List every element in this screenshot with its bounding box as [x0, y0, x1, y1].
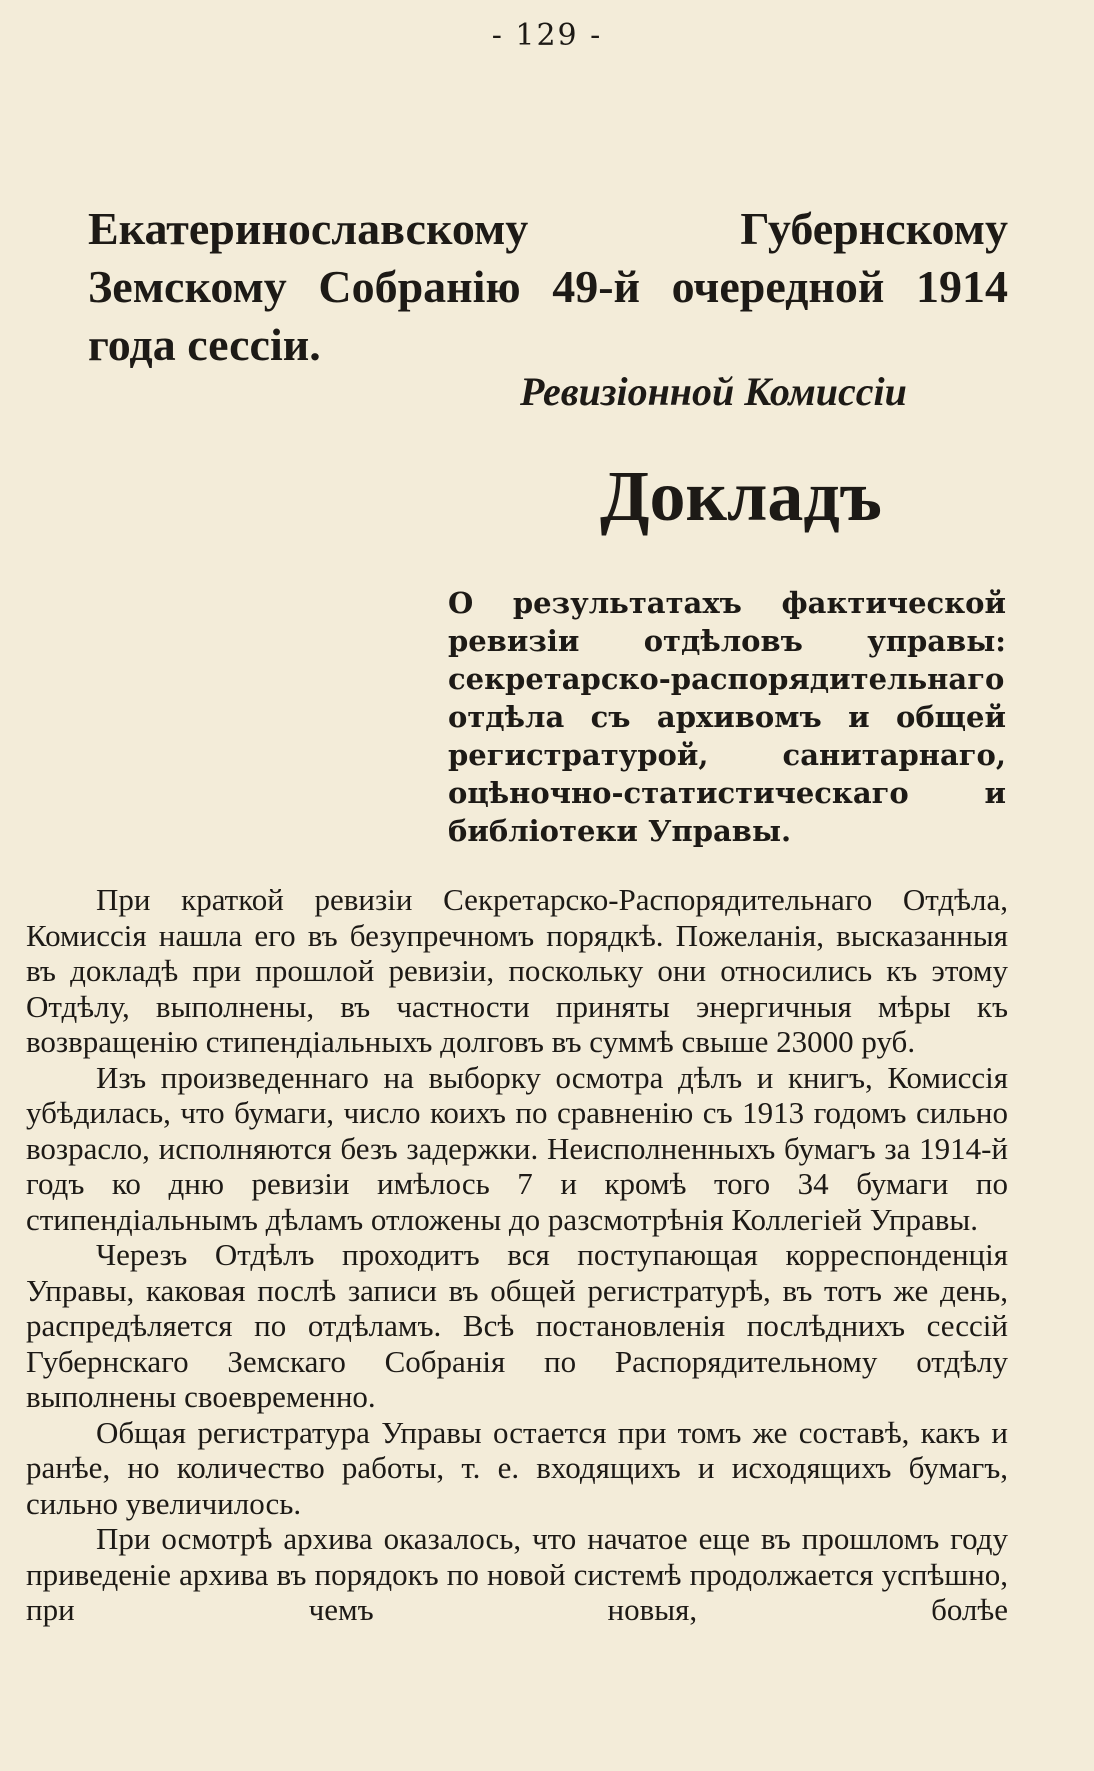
- paragraph: При краткой ревизіи Секретарско-Распорядительнаго Отдѣла, Комиссія нашла его въ безупречномъ порядкѣ. Пожеланія, высказанныя въ докладѣ при прошлой ревизіи, поскольку они относились къ этому Отдѣлу, выполнены, въ частности приняты энергичныя мѣры къ возвращенію стипендіальныхъ долговъ въ суммѣ свыше 23000 руб.: [26, 882, 1008, 1059]
- paragraph: При осмотрѣ архива оказалось, что начатое еще въ прошломъ году приведеніе архива въ порядокъ по новой системѣ продолжается успѣшно, при чемъ новыя, болѣе: [26, 1521, 1008, 1627]
- report-body: [26, 882, 1008, 1628]
- paragraph: Изъ произведеннаго на выборку осмотра дѣлъ и книгъ, Комиссія убѣдилась, что бумаги, число коихъ по сравненію съ 1913 годомъ сильно возрасло, исполняются безъ задержки. Неисполненныхъ бумагъ за 1914-й годъ ко дню ревизіи имѣлось 7 и кромѣ того 34 бумаги по стипендіальнымъ дѣламъ отложены до разсмотрѣнія Коллегіей Управы.: [26, 1059, 1008, 1237]
- commission-line: Ревизіонной Комиссіи: [520, 369, 907, 414]
- document-title: Докладъ: [600, 456, 882, 536]
- page-number: - 129 -: [491, 18, 603, 53]
- paragraph: Общая регистратура Управы остается при томъ же составѣ, какъ и ранѣе, но количество работы, т. е. входящихъ и исходящихъ бумагъ, сильно увеличилось.: [26, 1414, 1008, 1521]
- report-subject: О результатахъ фактической ревизіи отдѣловъ управы: секретарско-распорядительнаго отдѣла съ архивомъ и общей регистратурой, санитарнаго, оцѣночно-статистическаго и библіотеки Управы.: [448, 586, 1006, 848]
- report-heading: Екатеринославскому Губернскому Земскому Собранію 49-й очередной 1914 года сессіи.: [88, 203, 1008, 370]
- paragraph: Черезъ Отдѣлъ проходитъ вся поступающая корреспонденція Управы, каковая послѣ записи въ общей регистратурѣ, въ тотъ же день, распредѣляется по отдѣламъ. Всѣ постановленія послѣднихъ сессій Губернскаго Земскаго Собранія по Распорядительному отдѣлу выполнены своевременно.: [26, 1237, 1008, 1414]
